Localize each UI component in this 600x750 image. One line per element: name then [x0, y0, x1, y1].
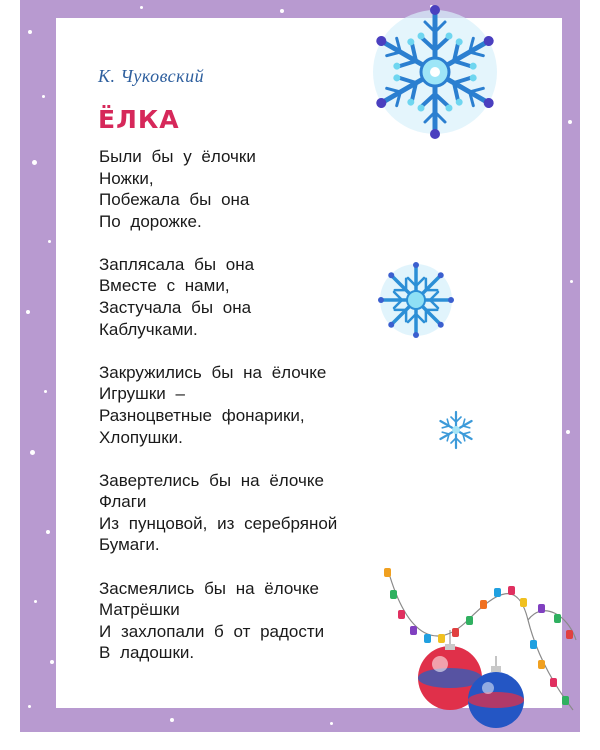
poem-line: Разноцветные фонарики, [99, 405, 305, 425]
stanza [99, 362, 399, 448]
poem-line: Закружились бы на ёлочке [99, 362, 327, 382]
poem-line: Завертелись бы на ёлочке [99, 470, 324, 490]
poem-line: Побежала бы она [99, 190, 250, 210]
stanza [99, 470, 399, 556]
medium-snowflake-icon [374, 258, 458, 342]
poem-line: В ладошки. [99, 643, 195, 663]
poem-line: Бумаги. [99, 535, 160, 555]
poem-line: И захлопали б от радости [99, 621, 325, 641]
poem-line: Вместе с нами, [99, 276, 230, 296]
poem-line: Заплясала бы она [99, 254, 255, 274]
stanza [99, 254, 399, 340]
poem-line: Были бы у ёлочки [99, 147, 256, 166]
poem-line: Засмеялись бы на ёлочке [99, 578, 319, 598]
poem-line: Застучала бы она [99, 298, 252, 318]
small-snowflake-icon [434, 408, 478, 452]
author-name: К. Чуковский [98, 66, 205, 86]
poem-line: Из пунцовой, из серебряной [99, 513, 338, 533]
poem-line: Ножки, [99, 168, 154, 188]
christmas-garland-icon [378, 560, 578, 730]
poem-line: Флаги [99, 492, 147, 512]
large-snowflake-icon [360, 0, 510, 145]
stanza [99, 146, 399, 232]
poem-title: ЁЛКА [98, 105, 180, 134]
poem-body [99, 146, 399, 685]
poem-line: Матрёшки [99, 600, 180, 620]
stanza [99, 578, 399, 664]
poem-line: Хлопушки. [99, 427, 183, 447]
poem-line: Игрушки – [99, 384, 185, 404]
poem-line: По дорожке. [99, 211, 202, 231]
poem-line: Каблучками. [99, 319, 198, 339]
